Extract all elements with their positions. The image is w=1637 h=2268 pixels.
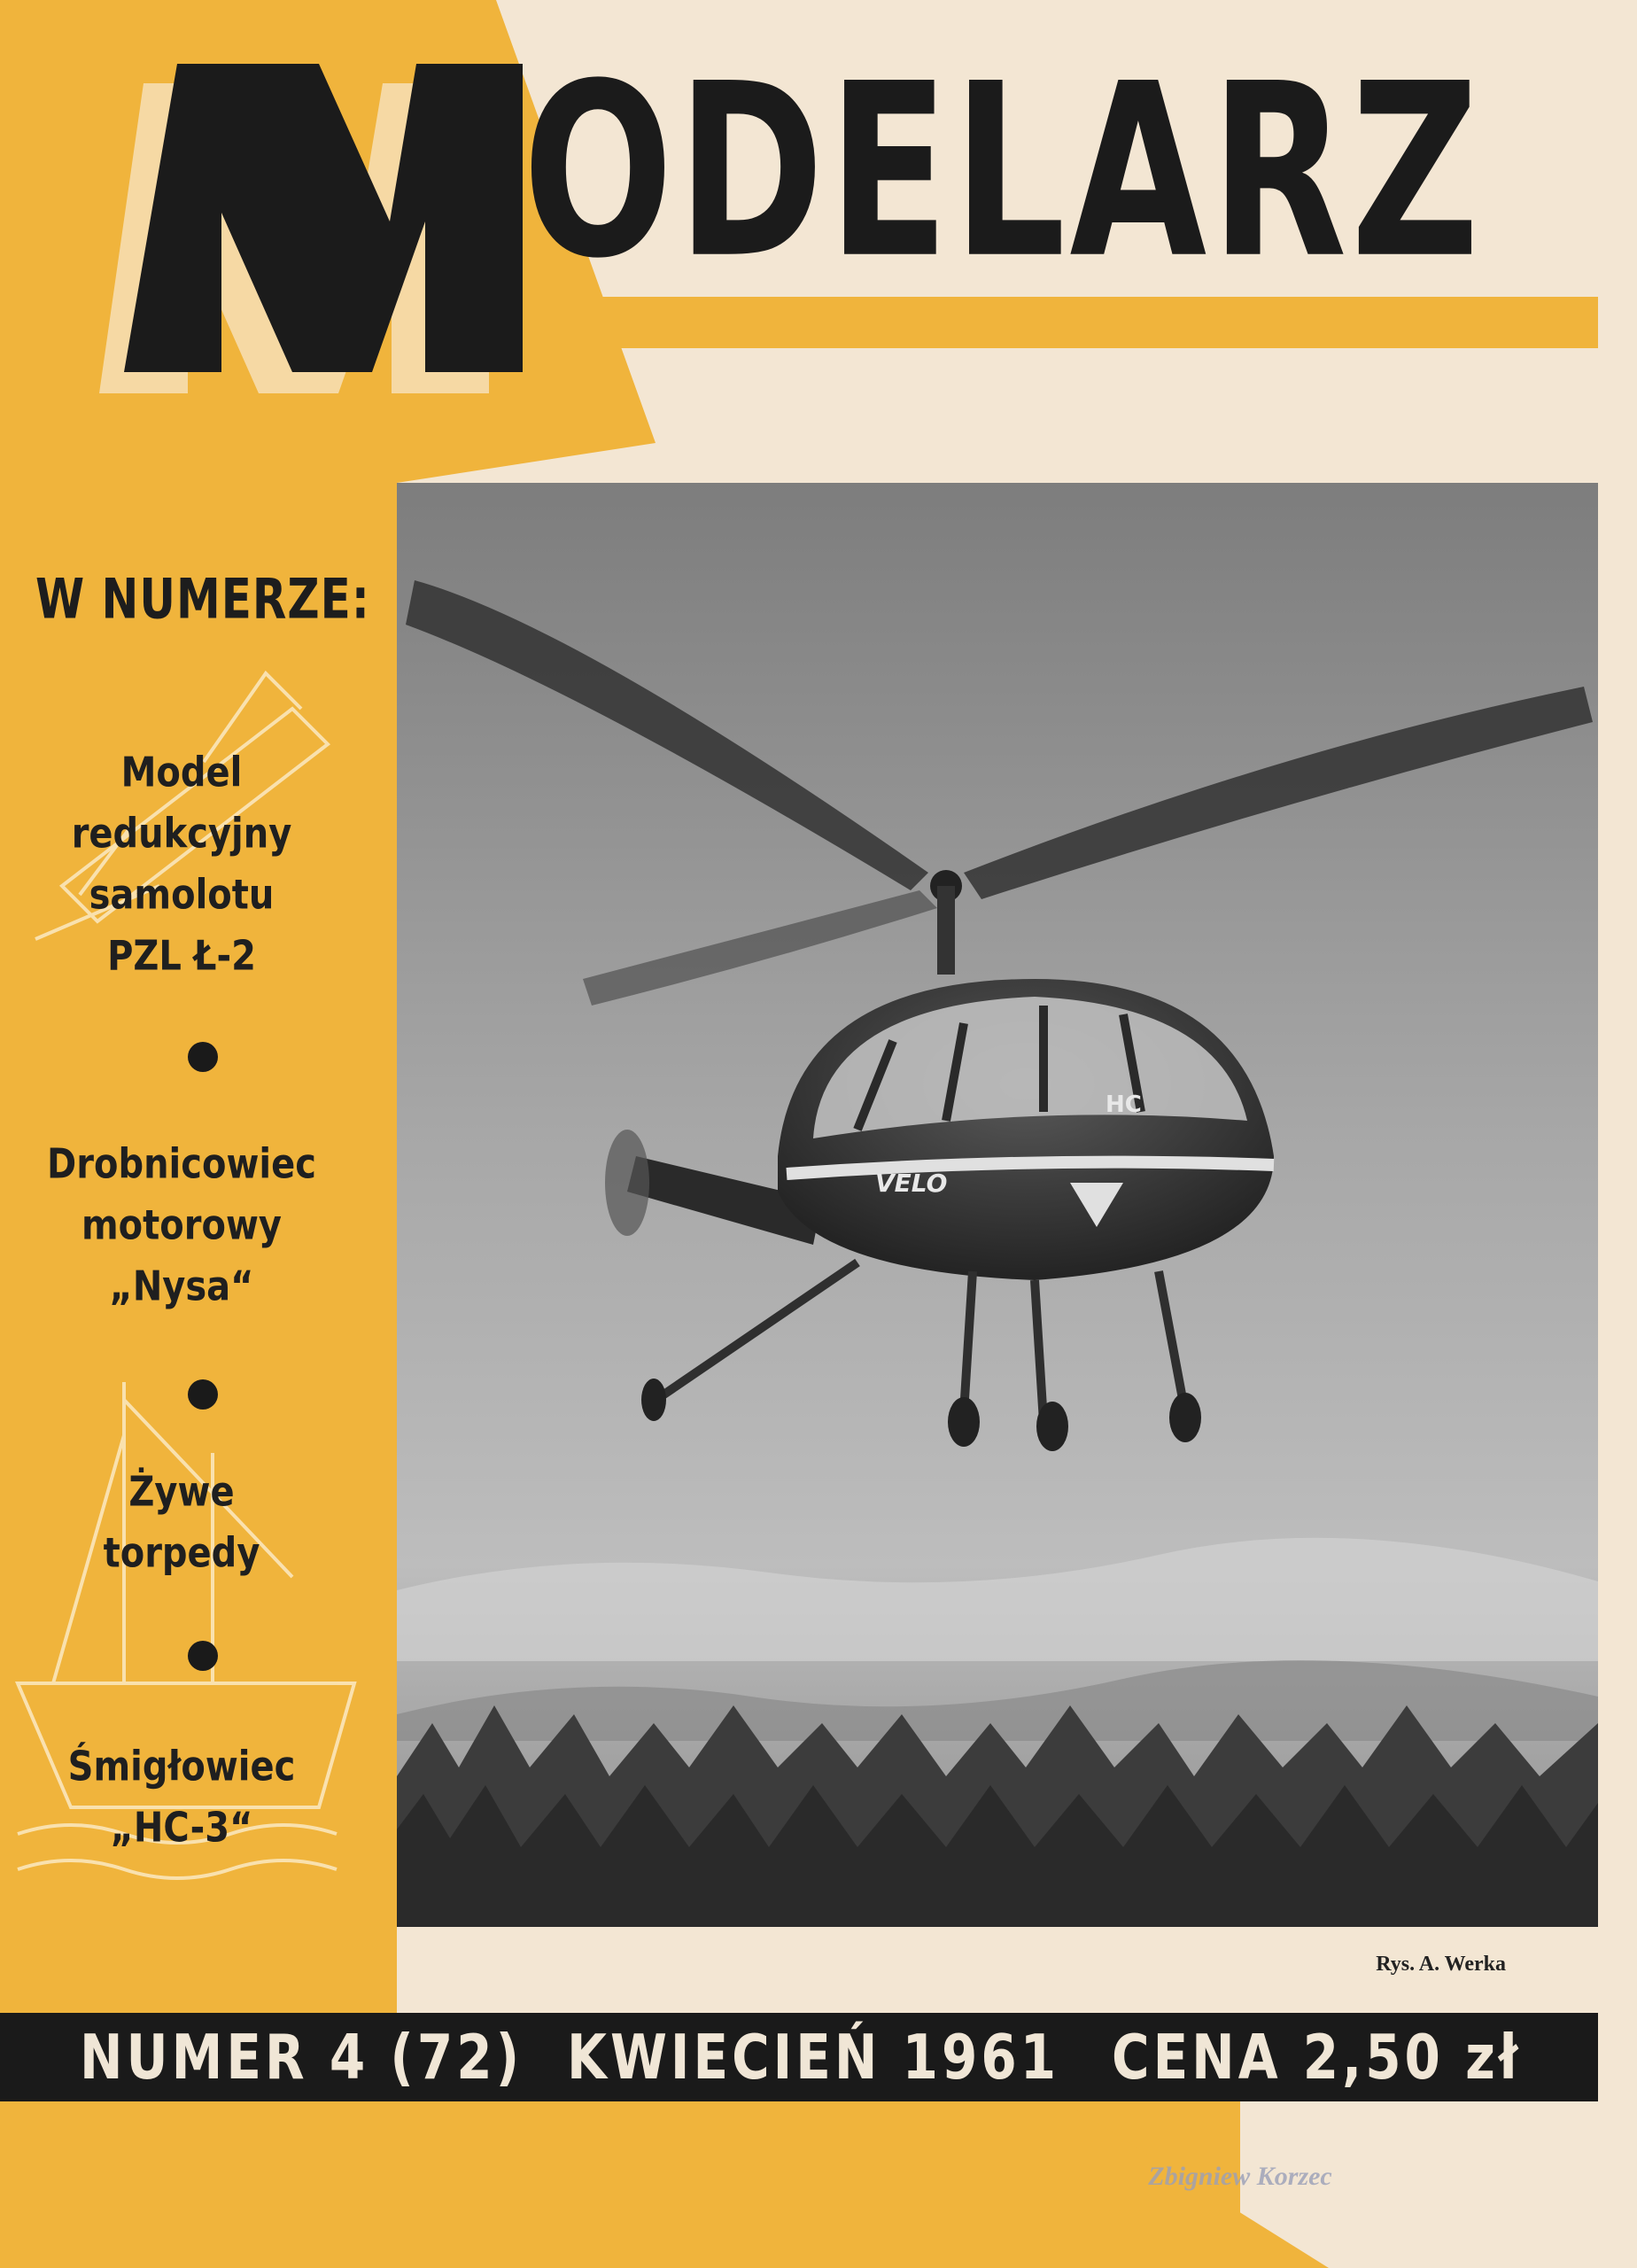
issue-price: CENA 2,50 zł	[1112, 2021, 1522, 2093]
fuselage-lettering: VELO	[875, 1169, 948, 1198]
wheel	[1036, 1402, 1068, 1451]
title-letter: A	[1069, 33, 1207, 312]
wheel	[641, 1379, 666, 1421]
contents-line: redukcyjny	[71, 811, 292, 858]
title-letter: O	[523, 33, 674, 312]
bullet-dot	[188, 1641, 218, 1671]
helicopter-drawing	[397, 483, 1598, 1927]
contents-line: „HC-3“	[110, 1805, 253, 1852]
issue-number: NUMER 4 (72)	[80, 2021, 524, 2093]
contents-line: „Nysa“	[109, 1263, 254, 1310]
rotor-mast	[937, 886, 955, 975]
bullet-dot	[188, 1042, 218, 1072]
illustration-credit: Rys. A. Werka	[1376, 1953, 1506, 1976]
helicopter-illustration	[397, 483, 1598, 1927]
issue-date: KWIECIEŃ 1961	[567, 2021, 1060, 2093]
wheel	[1169, 1393, 1201, 1442]
contents-line: Żywe	[128, 1469, 235, 1516]
contents-item-smiglowiec	[27, 1736, 337, 1859]
contents-line: PZL Ł-2	[107, 933, 256, 980]
contents-item-model	[27, 742, 337, 987]
tail-rotor	[605, 1130, 649, 1236]
contents-line: Śmigłowiec	[67, 1744, 296, 1790]
title-letter: D	[677, 33, 825, 312]
title-letter: L	[952, 33, 1067, 312]
title-letter: Z	[1350, 33, 1479, 312]
contents-line: Drobnicowiec	[47, 1141, 316, 1188]
title-letter: R	[1210, 33, 1347, 312]
contents-item-nysa	[27, 1134, 337, 1317]
contents-line: Model	[120, 750, 243, 796]
title-letter: E	[827, 33, 950, 312]
emblem-lettering: HC	[1106, 1091, 1142, 1118]
contents-item-torpedy	[27, 1462, 337, 1584]
issue-info-bar	[0, 2013, 1598, 2101]
contents-line: motorowy	[81, 1202, 282, 1249]
contents-line: samolotu	[89, 872, 275, 919]
contents-line: torpedy	[103, 1530, 260, 1577]
owner-stamp: Zbigniew Korzec	[1148, 2162, 1332, 2191]
contents-list	[27, 0, 370, 2013]
wheel	[948, 1397, 980, 1447]
bullet-dot	[188, 1379, 218, 1410]
contents-heading: W NUMERZE:	[35, 567, 370, 632]
